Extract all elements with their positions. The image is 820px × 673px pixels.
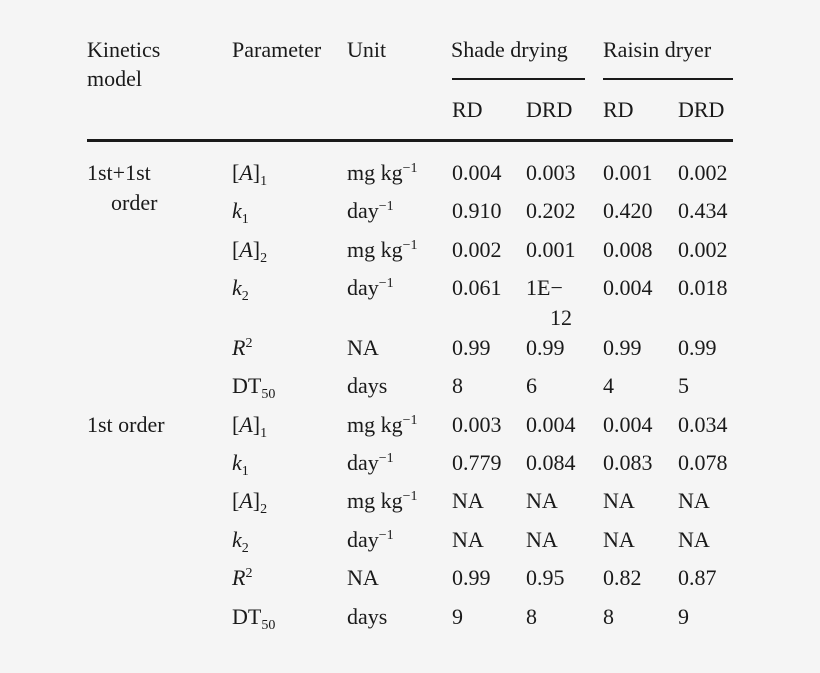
header-model-line2: model: [87, 66, 142, 91]
value-cell: 9: [452, 604, 463, 629]
param-superscript: 2: [245, 566, 253, 581]
value-cell: 0.87: [678, 565, 717, 590]
unit-base: mg kg: [347, 412, 403, 437]
header-group-raisin-dryer: Raisin dryer: [603, 37, 712, 62]
unit-base: day: [347, 527, 379, 552]
value-cell: 0.99: [526, 335, 565, 360]
param-symbol: A: [239, 488, 253, 513]
value-cell: 0.018: [678, 275, 728, 300]
value-cell: 0.084: [526, 450, 576, 475]
bracket-close: ]: [252, 412, 261, 437]
bracket-close: ]: [252, 237, 261, 262]
value-cell: 4: [603, 373, 614, 398]
parameter-cell: [232, 373, 276, 402]
param-symbol: R: [232, 565, 246, 590]
header-unit: Unit: [347, 37, 387, 62]
header-model-line1: Kinetics: [87, 37, 161, 62]
value-cell: 0.95: [526, 565, 565, 590]
section-model-label-line2: order: [111, 190, 158, 215]
parameter-cell: [232, 275, 249, 304]
header-parameter: Parameter: [232, 37, 322, 62]
param-symbol: k: [232, 450, 242, 475]
value-cell: 0.004: [603, 275, 653, 300]
value-cell: 0.004: [452, 160, 502, 185]
value-cell: 0.004: [603, 412, 653, 437]
header-group-shade-drying: Shade drying: [451, 37, 568, 62]
value-cell: 0.003: [452, 412, 502, 437]
param-symbol: R: [232, 335, 246, 360]
unit-cell: [347, 450, 394, 476]
value-cell: 0.82: [603, 565, 642, 590]
value-cell: 0.001: [526, 237, 576, 262]
unit-superscript: −1: [402, 413, 418, 428]
value-cell: NA: [678, 527, 710, 552]
param-symbol: k: [232, 275, 242, 300]
param-subscript: 2: [241, 289, 249, 304]
param-symbol: DT: [232, 604, 262, 629]
parameter-cell: [232, 450, 249, 479]
value-cell: 0.99: [452, 565, 491, 590]
parameter-cell: [232, 488, 268, 517]
unit-cell: [347, 198, 394, 224]
unit-cell: [347, 565, 379, 591]
bracket-open: [: [232, 160, 240, 185]
unit-base: days: [347, 604, 388, 629]
param-subscript: 1: [241, 212, 249, 227]
subheader-raisin-rd: RD: [603, 97, 634, 122]
value-cell: NA: [452, 527, 484, 552]
unit-base: mg kg: [347, 237, 403, 262]
group-rule-shade: [452, 78, 585, 80]
unit-superscript: −1: [378, 451, 394, 466]
unit-base: mg kg: [347, 488, 403, 513]
bracket-open: [: [232, 237, 240, 262]
param-symbol: A: [239, 412, 253, 437]
subheader-raisin-drd: DRD: [678, 97, 725, 122]
param-subscript: 1: [241, 464, 249, 479]
value-cell: 8: [603, 604, 614, 629]
value-cell: 0.434: [678, 198, 728, 223]
value-cell: 0.083: [603, 450, 653, 475]
param-subscript: 1: [260, 174, 268, 189]
param-subscript: 50: [261, 618, 276, 633]
value-cell: 0.078: [678, 450, 728, 475]
parameter-cell: [232, 237, 268, 266]
subheader-shade-drd: DRD: [526, 97, 573, 122]
value-cell: 0.99: [603, 335, 642, 360]
param-subscript: 2: [260, 502, 268, 517]
value-cell: 0.002: [678, 160, 728, 185]
value-cell: NA: [603, 527, 635, 552]
section-model-label: 1st+1st: [87, 160, 151, 185]
value-cell: NA: [526, 527, 558, 552]
param-superscript: 2: [245, 336, 253, 351]
unit-superscript: −1: [402, 161, 418, 176]
unit-cell: [347, 335, 379, 361]
bracket-close: ]: [252, 160, 261, 185]
param-subscript: 1: [260, 426, 268, 441]
unit-base: days: [347, 373, 388, 398]
unit-cell: [347, 373, 387, 399]
value-cell: 9: [678, 604, 689, 629]
param-subscript: 50: [261, 387, 276, 402]
unit-superscript: −1: [402, 489, 418, 504]
value-cell: 8: [526, 604, 537, 629]
parameter-cell: [232, 527, 249, 556]
unit-base: day: [347, 450, 379, 475]
value-cell: 0.99: [452, 335, 491, 360]
bracket-open: [: [232, 412, 240, 437]
param-symbol: k: [232, 198, 242, 223]
parameter-cell: [232, 412, 268, 441]
unit-base: NA: [347, 335, 379, 360]
parameter-cell: [232, 335, 252, 361]
value-cell: 6: [526, 373, 537, 398]
param-symbol: A: [239, 160, 253, 185]
parameter-cell: [232, 604, 276, 633]
group-rule-raisin: [603, 78, 733, 80]
value-cell: 5: [678, 373, 689, 398]
unit-cell: [347, 237, 418, 263]
parameter-cell: [232, 160, 268, 189]
unit-cell: [347, 604, 387, 630]
unit-base: day: [347, 198, 379, 223]
unit-superscript: −1: [402, 238, 418, 253]
parameter-cell: [232, 565, 252, 591]
value-cell: 1E−: [526, 275, 563, 300]
bracket-close: ]: [252, 488, 261, 513]
parameter-cell: [232, 198, 249, 227]
value-cell: 0.061: [452, 275, 502, 300]
value-cell: NA: [678, 488, 710, 513]
value-cell-wrap: 12: [550, 305, 572, 330]
value-cell: 0.910: [452, 198, 502, 223]
unit-superscript: −1: [378, 276, 394, 291]
value-cell: 0.003: [526, 160, 576, 185]
value-cell: 0.99: [678, 335, 717, 360]
param-symbol: k: [232, 527, 242, 552]
value-cell: 0.034: [678, 412, 728, 437]
value-cell: 0.001: [603, 160, 653, 185]
unit-cell: [347, 527, 394, 553]
unit-superscript: −1: [378, 199, 394, 214]
value-cell: 0.002: [678, 237, 728, 262]
unit-cell: [347, 275, 394, 301]
unit-cell: [347, 412, 418, 438]
param-symbol: A: [239, 237, 253, 262]
unit-base: mg kg: [347, 160, 403, 185]
value-cell: 0.004: [526, 412, 576, 437]
unit-base: day: [347, 275, 379, 300]
section-model-label: 1st order: [87, 412, 165, 437]
bracket-open: [: [232, 488, 240, 513]
param-subscript: 2: [260, 251, 268, 266]
value-cell: 0.420: [603, 198, 653, 223]
value-cell: 0.002: [452, 237, 502, 262]
value-cell: 0.202: [526, 198, 576, 223]
value-cell: 0.008: [603, 237, 653, 262]
unit-cell: [347, 488, 418, 514]
unit-superscript: −1: [378, 528, 394, 543]
param-symbol: DT: [232, 373, 262, 398]
subheader-shade-rd: RD: [452, 97, 483, 122]
unit-base: NA: [347, 565, 379, 590]
value-cell: 8: [452, 373, 463, 398]
unit-cell: [347, 160, 418, 186]
value-cell: NA: [526, 488, 558, 513]
value-cell: NA: [452, 488, 484, 513]
header-rule: [87, 139, 733, 142]
value-cell: 0.779: [452, 450, 502, 475]
value-cell: NA: [603, 488, 635, 513]
param-subscript: 2: [241, 541, 249, 556]
